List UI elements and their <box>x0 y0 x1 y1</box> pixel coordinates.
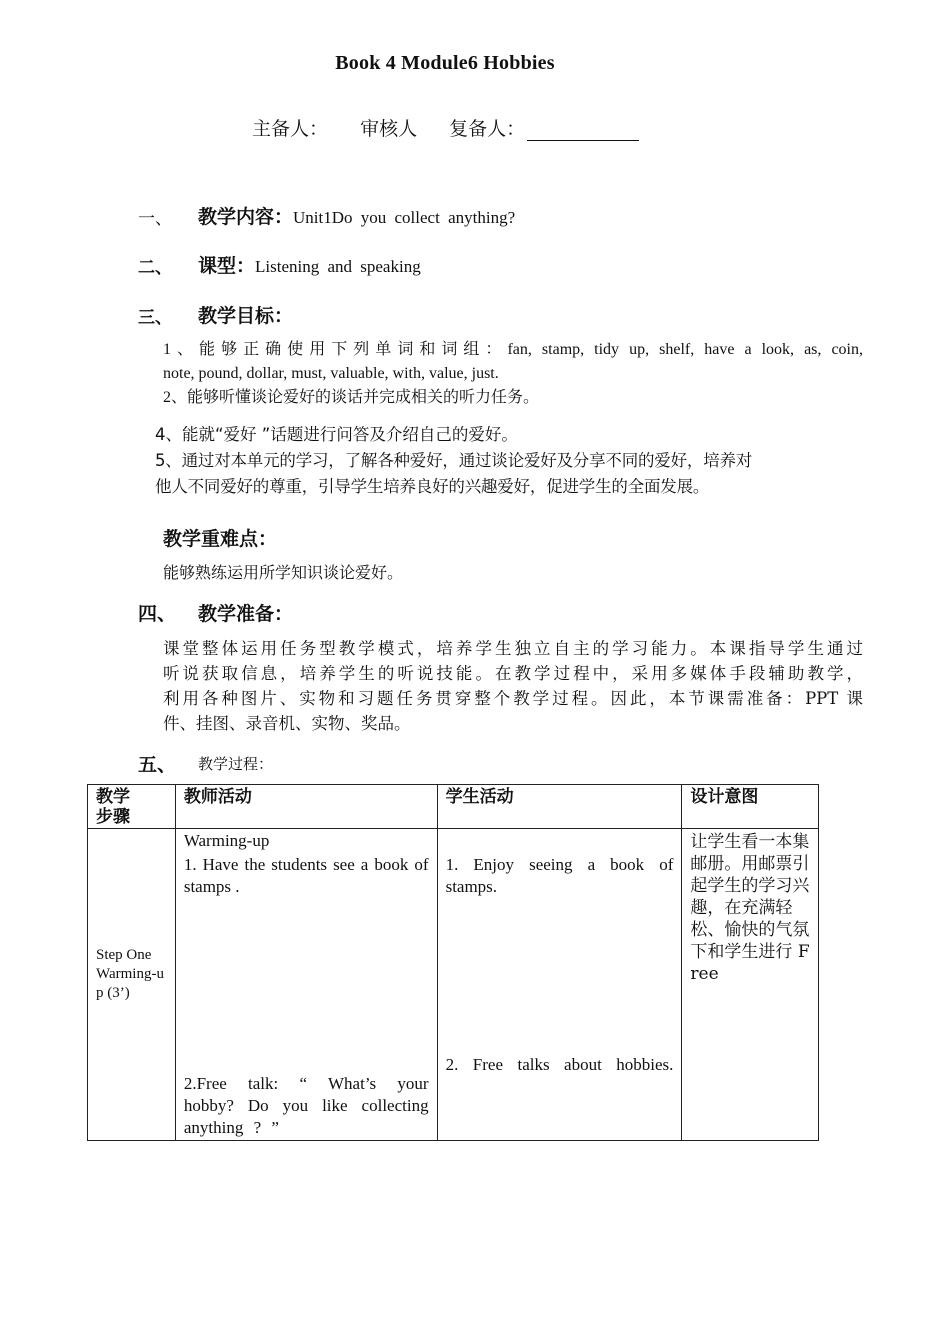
preparation-line-1: 课堂整体运用任务型教学模式，培养学生独立自主的学习能力。本课指导学生通过 <box>163 639 863 658</box>
goals-4-5 <box>155 422 865 500</box>
section-number: 四、 <box>138 603 177 625</box>
preparation-line-4: 件、挂图、录音机、实物、奖品。 <box>163 714 411 733</box>
main-preparer-label: 主备人： <box>252 118 329 140</box>
key-points-heading: 教学重难点： <box>163 528 278 550</box>
section-content <box>138 202 878 228</box>
goal-1 <box>163 338 863 410</box>
section-heading: 教学内容：Unit1Do you collect anything? <box>198 206 516 228</box>
goal-5-line-1: 5、通过对本单元的学习，了解各种爱好，通过谈论爱好及分享不同的爱好，培养对 <box>155 451 753 470</box>
teacher-cell <box>175 829 437 1141</box>
secondary-preparer-label: 复备人： <box>449 118 526 140</box>
header-design: 设计意图 <box>682 785 819 829</box>
key-points-text: 能够熟练运用所学知识谈论爱好。 <box>163 565 404 582</box>
student-activity-2: 2. Free talks about hobbies. <box>445 1055 674 1074</box>
teacher-title: Warming-up <box>183 831 270 850</box>
goal-2: 2、能够听懂谈论爱好的谈话并完成相关的听力任务。 <box>163 389 540 406</box>
header-student: 学生活动 <box>437 785 682 829</box>
section-process <box>138 750 878 776</box>
section-number: 五、 <box>138 754 177 776</box>
process-table <box>87 784 819 1141</box>
goal-1-line-1: 1、能够正确使用下列单词和词组：fan, stamp, tidy up, shelf, have a look, as, coin, <box>163 341 863 358</box>
section-value: Listening and speaking <box>255 257 421 276</box>
preparation-line-2: 听说获取信息，培养学生的听说技能。在教学过程中，采用多媒体手段辅助教学， <box>163 664 863 683</box>
design-text: 让学生看一本集邮册。用邮票引起学生的学习兴趣，在充满轻松、愉快的气氛下和学生进行 Free <box>690 832 810 984</box>
reviewer-label: 审核人 <box>360 118 418 140</box>
section-preparation <box>138 599 878 625</box>
section-heading: 教学准备： <box>198 603 294 625</box>
section-lesson-type <box>138 251 878 277</box>
header-teacher: 教师活动 <box>175 785 437 829</box>
preparation-text <box>163 636 863 736</box>
student-activity-1: 1. Enjoy seeing a book of stamps. <box>445 855 674 896</box>
table-header-row <box>88 785 819 829</box>
student-cell <box>437 829 682 1141</box>
section-number: 一、 <box>138 209 172 229</box>
step-text: Step One Warming-up (3’) <box>96 947 164 1001</box>
section-heading: 课型：Listening and speaking <box>198 255 421 277</box>
section-heading: 教学目标： <box>198 305 294 327</box>
section-objectives <box>138 301 878 327</box>
preparers-line <box>252 114 665 141</box>
document-title: Book 4 Module6 Hobbies <box>335 52 555 74</box>
section-value: Unit1Do you collect anything? <box>293 208 516 227</box>
table-row <box>88 829 819 1141</box>
teacher-activity-1: 1. Have the students see a book of stamps . <box>183 855 429 896</box>
section-heading: 教学过程： <box>198 755 274 773</box>
design-cell <box>682 829 819 1141</box>
goal-1-line-2: note, pound, dollar, must, valuable, with, value, just. <box>163 365 499 382</box>
goal-4: 4、能就“爱好 ”话题进行问答及介绍自己的爱好。 <box>155 425 518 444</box>
secondary-preparer-blank <box>527 122 639 141</box>
step-cell <box>88 829 176 1141</box>
preparation-line-3: 利用各种图片、实物和习题任务贯穿整个教学过程。因此，本节课需准备：PPT 课 <box>163 689 863 708</box>
section-number: 二、 <box>138 258 172 278</box>
goal-5-line-2: 他人不同爱好的尊重，引导学生培养良好的兴趣爱好，促进学生的全面发展。 <box>155 477 710 496</box>
header-step: 教学步骤 <box>88 785 176 829</box>
section-number: 三、 <box>138 308 172 328</box>
teacher-activity-2: 2.Free talk: “ What’s your hobby? Do you like collecting anything ? ” <box>183 1074 429 1137</box>
